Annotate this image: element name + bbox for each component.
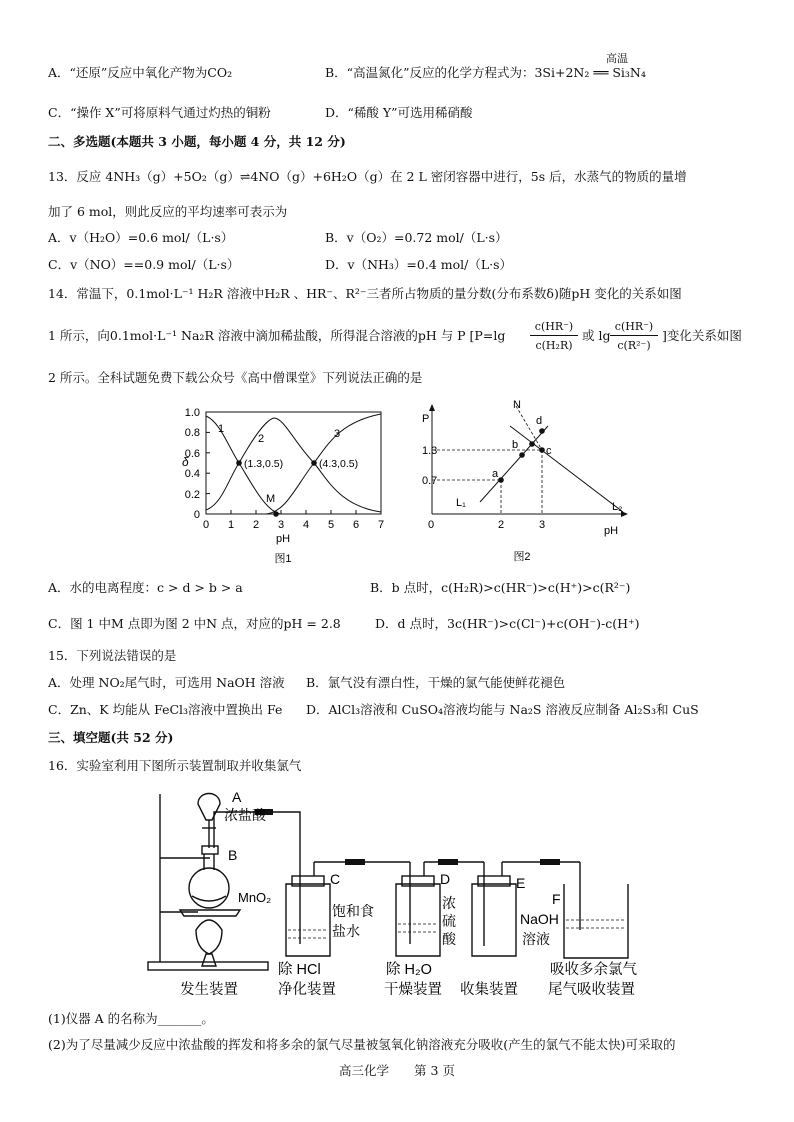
fig2-label-c: c xyxy=(546,445,552,457)
q13-option-b: B．v（O₂）=0.72 mol/（L·s） xyxy=(325,230,508,245)
page-footer: 高三化学 第 3 页 xyxy=(339,1063,455,1078)
bottle-d xyxy=(396,884,440,956)
q14-frac2-denominator: c(R²⁻) xyxy=(617,339,651,352)
caption-5a: 吸收多余氯气 xyxy=(550,962,637,978)
bottle-e xyxy=(472,884,516,956)
q15-stem: 15．下列说法错误的是 xyxy=(48,648,177,663)
fig1-point-m xyxy=(273,511,279,517)
q13-stem-line1: 13．反应 4NH₃（g）+5O₂（g）⇌4NO（g）+6H₂O（g）在 2 L 密闭容器中进行，5s 后，水蒸气的物质的量增 xyxy=(48,169,687,184)
caption-4: 收集装置 xyxy=(460,982,518,998)
label-d-liquid-2: 硫 xyxy=(442,913,456,929)
label-d: D xyxy=(440,871,451,887)
connector-4 xyxy=(540,859,560,865)
fig1-point-1-label: (1.3,0.5) xyxy=(244,458,284,470)
q14-frac1-bar xyxy=(530,335,578,336)
fig2-line-n xyxy=(516,406,542,450)
fig2-xtick-0: 0 xyxy=(428,519,435,531)
label-d-liquid-1: 浓 xyxy=(442,895,456,911)
fig1-xtick-4: 4 xyxy=(302,519,310,531)
label-c: C xyxy=(330,871,341,887)
fig1-xtick-6: 6 xyxy=(352,519,360,531)
label-acid: 浓盐酸 xyxy=(224,807,266,823)
flask-b xyxy=(189,868,229,908)
fig1-ytick-02: 0.2 xyxy=(184,489,200,501)
fig2-label-l2: L₂ xyxy=(612,501,623,513)
figure-1-distribution-plot xyxy=(170,400,400,570)
chlorine-apparatus-diagram xyxy=(140,780,660,1005)
q12-option-a: A．“还原”反应中氧化产物为CO₂ xyxy=(48,65,233,80)
q14-frac2-bar xyxy=(610,335,658,336)
q13-option-d: D．v（NH₃）=0.4 mol/（L·s） xyxy=(325,257,513,272)
q15-option-a: A．处理 NO₂尾气时，可选用 NaOH 溶液 xyxy=(48,675,285,690)
fig2-line-l2 xyxy=(510,426,623,512)
fig1-point-2-label: (4.3,0.5) xyxy=(319,458,359,470)
fig2-point-d xyxy=(539,428,545,434)
q12-option-c: C．“操作 X”可将原料气通过灼热的铜粉 xyxy=(48,105,271,120)
label-d-liquid-3: 酸 xyxy=(442,931,456,947)
label-a: A xyxy=(232,789,242,805)
q14-option-c: C．图 1 中M 点即为图 2 中N 点，对应的pH = 2.8 xyxy=(48,616,341,631)
connector-3 xyxy=(438,859,458,865)
fig2-xlabel: pH xyxy=(604,525,619,537)
fig1-ytick-08: 0.8 xyxy=(184,427,200,439)
fig2-ytick-13: 1.3 xyxy=(422,445,438,457)
figure-2-p-ph-plot xyxy=(418,398,638,568)
q16-stem: 16．实验室利用下图所示装置制取并收集氯气 xyxy=(48,758,302,773)
fig2-point-b xyxy=(519,452,525,458)
q14-frac1-denominator: c(H₂R) xyxy=(535,339,573,352)
label-f: F xyxy=(552,891,561,907)
q14-option-a: A．水的电离程度：c > d > b > a xyxy=(48,580,243,595)
label-b: B xyxy=(228,847,238,863)
fig1-curve-label-2: 2 xyxy=(258,433,265,445)
q13-stem-line2: 加了 6 mol，则此反应的平均速率可表示为 xyxy=(48,204,288,219)
fig1-ytick-04: 0.4 xyxy=(184,468,200,480)
label-f-liquid-2: 溶液 xyxy=(522,931,550,947)
fig1-point-2 xyxy=(311,460,317,466)
fig2-point-a xyxy=(498,477,504,483)
gauze xyxy=(180,910,240,916)
q14-stem-line2b: ]变化关系如图 xyxy=(662,328,742,343)
label-f-liquid-1: NaOH xyxy=(520,911,559,927)
fig2-xtick-3: 3 xyxy=(539,519,546,531)
section-3-heading: 三、填空题(共 52 分) xyxy=(48,730,174,745)
fig1-xtick-5: 5 xyxy=(327,519,335,531)
q12-option-d: D．“稀酸 Y”可选用稀硝酸 xyxy=(325,105,473,120)
fig1-ylabel: δ xyxy=(182,455,189,469)
label-c-liquid-1: 饱和食 xyxy=(332,903,374,919)
q16-sub-1: (1)仪器 A 的名称为_______。 xyxy=(48,1011,214,1026)
q14-stem-line1: 14．常温下，0.1mol·L⁻¹ H₂R 溶液中H₂R 、HR⁻、R²⁻三者所占物质的量分数(分布系数δ)随pH 变化的关系如图 xyxy=(48,286,682,301)
fig1-ytick-0: 0 xyxy=(193,509,200,521)
fig2-caption: 图2 xyxy=(513,551,531,563)
q14-stem-line2a: 1 所示，向0.1mol·L⁻¹ Na₂R 溶液中滴加稀盐酸，所得混合溶液的pH 与 P [P=lg xyxy=(48,328,506,343)
caption-3b: 干燥装置 xyxy=(384,982,442,998)
q12-option-b: B．“高温氮化”反应的化学方程式为：3Si+2N₂ ══ Si₃N₄ xyxy=(325,65,646,80)
fig2-label-b: b xyxy=(512,439,519,451)
q12-option-b-condition: 高温 xyxy=(606,52,628,65)
caption-5b: 尾气吸收装置 xyxy=(548,982,635,998)
fig1-xtick-2: 2 xyxy=(252,519,260,531)
fig2-line-l1 xyxy=(480,426,548,502)
fig1-point-m-label: M xyxy=(266,493,276,505)
q14-stem-line3: 2 所示。全科试题免费下载公众号《高中僧课堂》下列说法正确的是 xyxy=(48,370,423,385)
q14-option-b: B．b 点时，c(H₂R)>c(HR⁻)>c(H⁺)>c(R²⁻) xyxy=(370,580,631,595)
caption-2b: 净化装置 xyxy=(278,982,336,998)
fig2-y-arrow xyxy=(429,404,435,411)
fig1-curve-label-1: 1 xyxy=(218,423,225,435)
q14-option-d: D．d 点时，3c(HR⁻)>c(Cl⁻)+c(OH⁻)-c(H⁺) xyxy=(375,616,640,631)
label-c-liquid-2: 盐水 xyxy=(332,923,360,939)
q16-sub-2: (2)为了尽量减少反应中浓盐酸的挥发和将多余的氯气尽量被氢氧化钠溶液充分吸收(产生的氯气不能太快)可采取的 xyxy=(48,1037,676,1052)
q14-frac1-numerator: c(HR⁻) xyxy=(534,320,574,333)
q14-or-lg: 或 lg xyxy=(582,328,611,343)
fig2-ylabel: P xyxy=(422,413,430,425)
label-e: E xyxy=(516,875,526,891)
q15-option-b: B．氯气没有漂白性，干燥的氯气能使鲜花褪色 xyxy=(306,675,566,690)
fig1-xtick-3: 3 xyxy=(277,519,285,531)
label-mno2: MnO₂ xyxy=(238,890,272,905)
fig2-label-a: a xyxy=(492,468,499,480)
fig2-ytick-07: 0.7 xyxy=(422,475,438,487)
fig1-xtick-7: 7 xyxy=(377,519,385,531)
fig2-point-c xyxy=(539,447,545,453)
fig1-ytick-1: 1.0 xyxy=(184,407,200,419)
caption-2a: 除 HCl xyxy=(278,962,321,978)
fig2-point-n xyxy=(529,441,535,447)
fig1-xtick-0: 0 xyxy=(202,519,210,531)
fig1-curve-label-3: 3 xyxy=(334,428,341,440)
q15-option-d: D．AlCl₃溶液和 CuSO₄溶液均能与 Na₂S 溶液反应制备 Al₂S₃和 CuS xyxy=(306,702,699,717)
fig2-label-d: d xyxy=(536,415,543,427)
fig2-xtick-2: 2 xyxy=(498,519,505,531)
bottle-c xyxy=(286,884,330,956)
beaker-f xyxy=(564,884,628,958)
fig1-point-1 xyxy=(236,460,242,466)
section-2-heading: 二、多选题(本题共 3 小题，每小题 4 分，共 12 分) xyxy=(48,134,346,149)
q14-frac2-numerator: c(HR⁻) xyxy=(614,320,654,333)
q13-option-c: C．v（NO）==0.9 mol/（L·s） xyxy=(48,257,240,272)
fig1-xlabel: pH xyxy=(275,533,291,545)
q13-option-a: A．v（H₂O）=0.6 mol/（L·s） xyxy=(48,230,234,245)
fig1-caption: 图1 xyxy=(274,553,292,565)
fig1-xtick-1: 1 xyxy=(227,519,235,531)
caption-3a: 除 H₂O xyxy=(386,962,432,978)
fig2-label-l1: L₁ xyxy=(456,497,466,509)
caption-1: 发生装置 xyxy=(180,982,238,998)
q15-option-c: C．Zn、K 均能从 FeCl₃溶液中置换出 Fe xyxy=(48,702,283,717)
funnel-a xyxy=(198,794,220,821)
fig2-label-n: N xyxy=(513,399,521,411)
lamp xyxy=(196,920,222,954)
connector-2 xyxy=(345,859,365,865)
fig1-ytick-06: 0.6 xyxy=(184,448,200,460)
